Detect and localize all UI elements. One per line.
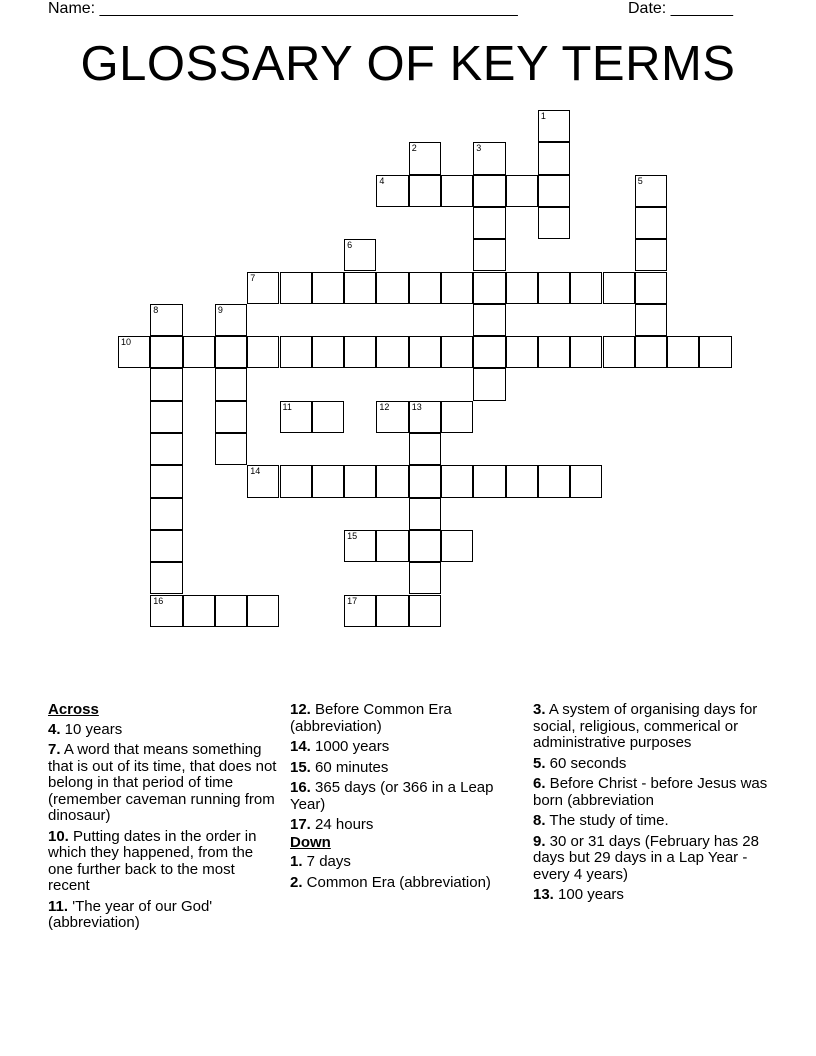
clue-item-text: 60 seconds bbox=[545, 754, 627, 772]
across-heading: Across bbox=[48, 701, 99, 718]
clue-item-number: 3. bbox=[533, 701, 546, 718]
across-clue-list-continued bbox=[290, 702, 522, 834]
clue-number: 9 bbox=[217, 304, 223, 315]
crossword-cell[interactable] bbox=[409, 498, 441, 530]
clue-item-number: 16. bbox=[290, 779, 311, 796]
crossword-cell[interactable] bbox=[376, 465, 408, 497]
clue-number: 2 bbox=[411, 143, 417, 154]
crossword-cell[interactable] bbox=[473, 368, 505, 400]
clue-item bbox=[290, 780, 522, 813]
clue-item bbox=[48, 829, 280, 895]
crossword-cell[interactable] bbox=[280, 465, 312, 497]
crossword-cell[interactable] bbox=[280, 401, 312, 433]
clue-item-number: 7. bbox=[48, 741, 61, 758]
crossword-cell[interactable] bbox=[376, 336, 408, 368]
clue-item bbox=[290, 854, 522, 871]
clue-item bbox=[533, 776, 769, 809]
clue-number: 12 bbox=[379, 401, 390, 412]
crossword-cell[interactable] bbox=[635, 239, 667, 271]
crossword-cell[interactable] bbox=[441, 530, 473, 562]
crossword-cell[interactable] bbox=[215, 595, 247, 627]
crossword-cell[interactable] bbox=[344, 239, 376, 271]
crossword-cell[interactable] bbox=[150, 465, 182, 497]
crossword-cell[interactable] bbox=[344, 272, 376, 304]
across-clue-list bbox=[48, 722, 280, 932]
clues-column-3 bbox=[533, 702, 769, 908]
name-line: Name: _______________________________________________ bbox=[48, 0, 518, 17]
crossword-cell[interactable] bbox=[409, 595, 441, 627]
clue-number: 13 bbox=[411, 401, 422, 412]
crossword-cell[interactable] bbox=[441, 272, 473, 304]
crossword-cell[interactable] bbox=[150, 595, 182, 627]
clue-item bbox=[533, 702, 769, 752]
crossword-cell[interactable] bbox=[150, 304, 182, 336]
crossword-cell[interactable] bbox=[441, 175, 473, 207]
crossword-cell[interactable] bbox=[473, 336, 505, 368]
clue-item bbox=[48, 899, 280, 932]
clue-item-text: 60 minutes bbox=[310, 758, 389, 776]
clue-number: 6 bbox=[347, 240, 353, 251]
clue-item-number: 15. bbox=[290, 758, 311, 776]
crossword-cell[interactable] bbox=[473, 239, 505, 271]
clues-column-2 bbox=[290, 702, 522, 895]
crossword-cell[interactable] bbox=[409, 272, 441, 304]
crossword-cell[interactable] bbox=[473, 465, 505, 497]
clue-item-text: A word that means something that is out of its time, that does not belong in that period of time (remember caveman running from dinosaur) bbox=[48, 741, 277, 824]
clue-item-text: A system of organising days for social, religious, commerical or administrative purposes bbox=[533, 701, 758, 751]
crossword-cell[interactable] bbox=[635, 207, 667, 239]
clue-item-number: 5. bbox=[533, 754, 546, 772]
crossword-cell[interactable] bbox=[183, 595, 215, 627]
crossword-cell[interactable] bbox=[150, 530, 182, 562]
crossword-cell[interactable] bbox=[409, 562, 441, 594]
clue-item-number: 4. bbox=[48, 720, 61, 738]
crossword-cell[interactable] bbox=[409, 530, 441, 562]
crossword-cell[interactable] bbox=[215, 433, 247, 465]
crossword-cell[interactable] bbox=[506, 175, 538, 207]
clue-number: 3 bbox=[476, 143, 482, 154]
crossword-cell[interactable] bbox=[150, 401, 182, 433]
clue-number: 11 bbox=[282, 401, 292, 412]
crossword-cell[interactable] bbox=[344, 595, 376, 627]
crossword-cell[interactable] bbox=[280, 272, 312, 304]
clue-item-text: Before Christ - before Jesus was born (abbreviation bbox=[533, 775, 768, 809]
clue-item bbox=[533, 756, 769, 773]
crossword-cell[interactable] bbox=[376, 175, 408, 207]
clue-number: 8 bbox=[153, 304, 159, 315]
crossword-cell[interactable] bbox=[344, 530, 376, 562]
crossword-cell[interactable] bbox=[344, 465, 376, 497]
crossword-cell[interactable] bbox=[376, 595, 408, 627]
crossword-cell[interactable] bbox=[150, 368, 182, 400]
clue-item bbox=[290, 702, 522, 735]
crossword-cell[interactable] bbox=[506, 336, 538, 368]
crossword-cell[interactable] bbox=[473, 272, 505, 304]
crossword-cell[interactable] bbox=[538, 465, 570, 497]
clue-item-text: Common Era (abbreviation) bbox=[302, 873, 491, 891]
crossword-cell[interactable] bbox=[441, 401, 473, 433]
crossword-cell[interactable] bbox=[538, 110, 570, 142]
clue-item-text: 365 days (or 366 in a Leap Year) bbox=[290, 779, 494, 813]
crossword-cell[interactable] bbox=[409, 175, 441, 207]
crossword-cell[interactable] bbox=[150, 336, 182, 368]
down-clue-list-continued bbox=[533, 702, 769, 904]
clue-item-number: 2. bbox=[290, 873, 303, 891]
crossword-cell[interactable] bbox=[247, 272, 279, 304]
clue-item bbox=[533, 834, 769, 884]
clue-item-number: 11. bbox=[48, 897, 69, 915]
crossword-cell[interactable] bbox=[312, 465, 344, 497]
clue-item bbox=[48, 722, 280, 739]
crossword-cell[interactable] bbox=[376, 272, 408, 304]
crossword-cell[interactable] bbox=[699, 336, 731, 368]
crossword-cell[interactable] bbox=[441, 465, 473, 497]
crossword-cell[interactable] bbox=[506, 465, 538, 497]
clue-number: 10 bbox=[121, 337, 132, 348]
crossword-cell[interactable] bbox=[409, 433, 441, 465]
clue-item-text: Putting dates in the order in which they happened, from the one further back to the most recent bbox=[48, 827, 257, 894]
crossword-cell[interactable] bbox=[280, 336, 312, 368]
crossword-cell[interactable] bbox=[312, 336, 344, 368]
down-clue-list bbox=[290, 854, 522, 891]
clue-item-text: 1000 years bbox=[310, 738, 390, 755]
crossword-cell[interactable] bbox=[603, 336, 635, 368]
crossword-cell[interactable] bbox=[538, 336, 570, 368]
crossword-cell[interactable] bbox=[473, 142, 505, 174]
clue-number: 1 bbox=[540, 111, 546, 121]
clue-item-number: 17. bbox=[290, 816, 311, 833]
clue-item-text: 100 years bbox=[553, 886, 624, 903]
clue-number: 7 bbox=[250, 272, 256, 283]
clue-number: 17 bbox=[347, 595, 358, 606]
clue-item-number: 8. bbox=[533, 812, 546, 829]
clue-item-number: 1. bbox=[290, 853, 303, 870]
clue-item-text: 24 hours bbox=[310, 816, 374, 833]
crossword-cell[interactable] bbox=[409, 142, 441, 174]
crossword-cell[interactable] bbox=[635, 336, 667, 368]
clue-item-text: 7 days bbox=[302, 853, 351, 870]
crossword-cell[interactable] bbox=[635, 272, 667, 304]
crossword-cell[interactable] bbox=[247, 465, 279, 497]
clues-column-1 bbox=[48, 702, 280, 936]
crossword-cell[interactable] bbox=[215, 304, 247, 336]
crossword-cell[interactable] bbox=[538, 142, 570, 174]
clue-item bbox=[290, 739, 522, 756]
crossword-cell[interactable] bbox=[570, 336, 602, 368]
clue-number: 4 bbox=[379, 175, 385, 186]
crossword-cell[interactable] bbox=[344, 336, 376, 368]
clue-item-number: 10. bbox=[48, 827, 69, 845]
crossword-cell[interactable] bbox=[570, 465, 602, 497]
date-line: Date: _______ bbox=[628, 0, 733, 17]
clue-item-number: 6. bbox=[533, 775, 546, 792]
crossword-cell[interactable] bbox=[150, 498, 182, 530]
crossword-cell[interactable] bbox=[473, 175, 505, 207]
clue-item-number: 12. bbox=[290, 701, 311, 718]
crossword-cell[interactable] bbox=[247, 336, 279, 368]
clue-item-number: 9. bbox=[533, 832, 546, 850]
clue-item-text: 30 or 31 days (February has 28 days but 29 days in a Lap Year - every 4 years) bbox=[533, 832, 759, 883]
clue-item bbox=[290, 817, 522, 834]
clue-item-number: 13. bbox=[533, 886, 554, 903]
clue-item-text: The study of time. bbox=[545, 812, 669, 829]
crossword-cell[interactable] bbox=[247, 595, 279, 627]
clue-number: 16 bbox=[153, 595, 164, 606]
crossword-cell[interactable] bbox=[118, 336, 150, 368]
clue-item bbox=[533, 813, 769, 830]
clue-item bbox=[48, 742, 280, 825]
crossword-cell[interactable] bbox=[570, 272, 602, 304]
clue-item-text: 10 years bbox=[60, 720, 123, 738]
page-title: GLOSSARY OF KEY TERMS bbox=[80, 37, 736, 91]
crossword-cell[interactable] bbox=[441, 336, 473, 368]
clue-item-number: 14. bbox=[290, 738, 311, 755]
clue-item-text: Before Common Era (abbreviation) bbox=[290, 701, 452, 735]
crossword-cell[interactable] bbox=[538, 272, 570, 304]
crossword-cell[interactable] bbox=[215, 368, 247, 400]
crossword-cell[interactable] bbox=[183, 336, 215, 368]
down-heading: Down bbox=[290, 833, 331, 851]
clue-item bbox=[290, 875, 522, 892]
crossword-cell[interactable] bbox=[603, 272, 635, 304]
crossword-cell[interactable] bbox=[635, 304, 667, 336]
crossword-cell[interactable] bbox=[409, 465, 441, 497]
clue-item-text: 'The year of our God' (abbreviation) bbox=[48, 897, 213, 931]
crossword-cell[interactable] bbox=[473, 304, 505, 336]
crossword-cell[interactable] bbox=[150, 433, 182, 465]
clue-number: 14 bbox=[250, 466, 261, 477]
crossword-cell[interactable] bbox=[215, 336, 247, 368]
crossword-cell[interactable] bbox=[538, 175, 570, 207]
crossword-cell[interactable] bbox=[312, 401, 344, 433]
crossword-cell[interactable] bbox=[312, 272, 344, 304]
crossword-cell[interactable] bbox=[409, 336, 441, 368]
crossword-cell[interactable] bbox=[473, 207, 505, 239]
crossword-cell[interactable] bbox=[376, 530, 408, 562]
clue-item bbox=[533, 887, 769, 904]
crossword-cell[interactable] bbox=[376, 401, 408, 433]
crossword-cell[interactable] bbox=[409, 401, 441, 433]
crossword-cell[interactable] bbox=[538, 207, 570, 239]
crossword-cell[interactable] bbox=[150, 562, 182, 594]
crossword-cell[interactable] bbox=[506, 272, 538, 304]
clue-item bbox=[290, 760, 522, 777]
crossword-cell[interactable] bbox=[635, 175, 667, 207]
crossword-cell[interactable] bbox=[215, 401, 247, 433]
clue-number: 5 bbox=[637, 175, 643, 186]
clue-number: 15 bbox=[347, 530, 358, 541]
crossword-cell[interactable] bbox=[667, 336, 699, 368]
